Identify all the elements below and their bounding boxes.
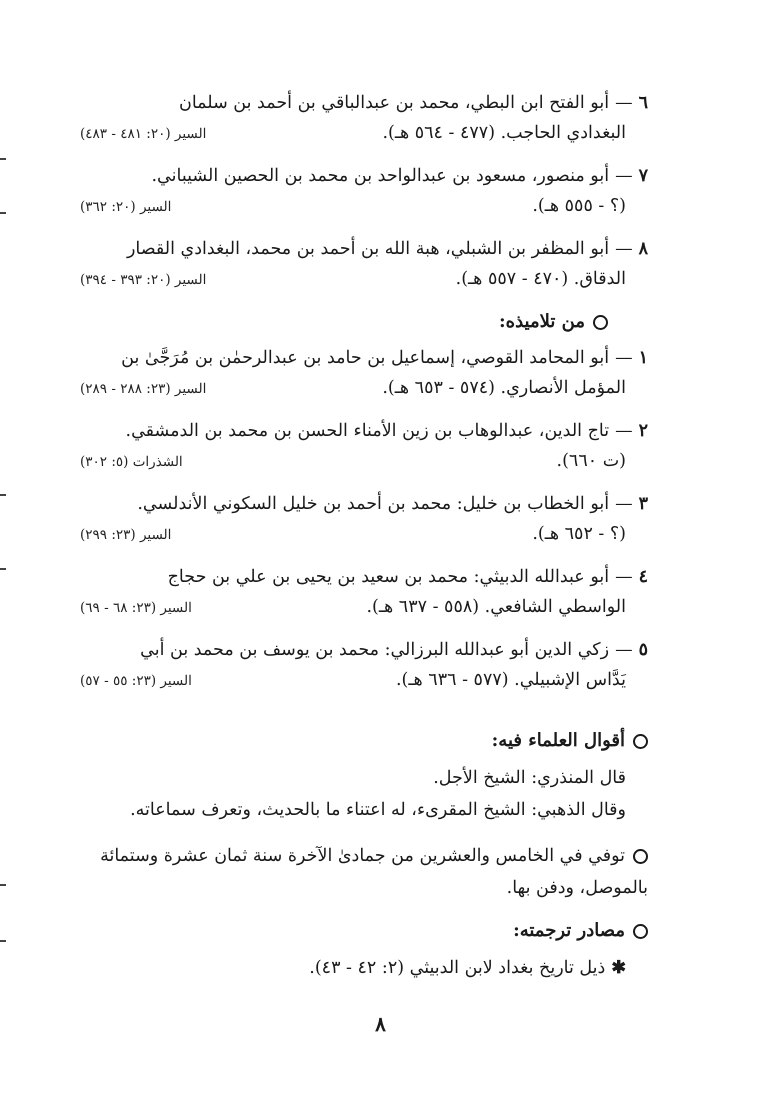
entry-source: الشذرات (٥: ٣٠٢) — [80, 454, 183, 470]
entry-text: أبو عبدالله الدبيثي: محمد بن سعيد بن يحيى بن علي بن حجاج — [167, 567, 610, 587]
entry-source: السير (٢٠: ٣٦٢) — [80, 199, 172, 215]
margin-mark — [0, 158, 6, 160]
sayings-heading-text: أقوال العلماء فيه: — [491, 730, 625, 751]
page-content — [80, 88, 648, 984]
entry-number: ١ — [638, 348, 648, 368]
source-item-text: ذيل تاريخ بغداد لابن الدبيثي (٢: ٤٢ - ٤٣). — [309, 958, 606, 978]
entry-source: السير (٢٣: ٢٨٨ - ٢٨٩) — [80, 381, 207, 397]
margin-mark — [0, 568, 6, 570]
student-entry: ٢—تاج الدين، عبدالوهاب بن زين الأمناء الحسن بن محمد بن الدمشقي. (ت ٦٦٠). الشذرات (٥: ٣٠٢) — [80, 416, 648, 477]
entry-source: السير (٢٣: ٢٩٩) — [80, 527, 172, 543]
student-entry: ٤—أبو عبدالله الدبيثي: محمد بن سعيد بن يحيى بن علي بن حجاج الواسطي الشافعي. (٥٥٨ - ٦٣٧ هـ). السير (٢٣: ٦٨ - ٦٩) — [80, 562, 648, 623]
circle-outline-icon — [593, 315, 608, 330]
sources-heading — [80, 916, 648, 946]
entry-text: أبو الفتح ابن البطي، محمد بن عبدالباقي بن أحمد بن سلمان — [178, 93, 610, 113]
teacher-entry: ٨—أبو المظفر بن الشبلي، هبة الله بن أحمد بن محمد، البغدادي القصار الدقاق. (٤٧٠ - ٥٥٧ هـ). السير (٢٠: ٣٩٣ - ٣٩٤) — [80, 234, 648, 295]
entry-dates: الواسطي الشافعي. (٥٥٨ - ٦٣٧ هـ). — [366, 597, 626, 617]
circle-outline-icon — [633, 924, 648, 939]
source-item — [80, 952, 648, 984]
entry-number: ٣ — [638, 494, 648, 514]
margin-mark — [0, 940, 6, 942]
asterisk-icon: ✱ — [611, 958, 626, 978]
death-text: توفي في الخامس والعشرين من جمادىٰ الآخرة سنة ثمان عشرة وستمائة بالموصل، ودفن بها. — [100, 846, 648, 898]
student-entry: ٣—أبو الخطاب بن خليل: محمد بن أحمد بن خليل السكوني الأندلسي. (؟ - ٦٥٢ هـ). السير (٢٣: ٢٩٩) — [80, 489, 648, 550]
teacher-entry: ٦—أبو الفتح ابن البطي، محمد بن عبدالباقي بن أحمد بن سلمان البغدادي الحاجب. (٤٧٧ - ٥٦٤ هـ). السير (٢٠: ٤٨١ - ٤٨٣) — [80, 88, 648, 149]
entry-text: أبو المظفر بن الشبلي، هبة الله بن أحمد بن محمد، البغدادي القصار — [126, 239, 610, 259]
entry-text: أبو الخطاب بن خليل: محمد بن أحمد بن خليل السكوني الأندلسي. — [137, 494, 610, 514]
circle-outline-icon — [633, 849, 648, 864]
entry-dates: (؟ - ٦٥٢ هـ). — [532, 524, 626, 544]
entry-text: أبو منصور، مسعود بن عبدالواحد بن محمد بن الحصين الشيباني. — [151, 166, 610, 186]
student-entry: ٥—زكي الدين أبو عبدالله البرزالي: محمد بن يوسف بن محمد بن أبي يَدَّاس الإشبيلي. (٥٧٧ - ٦٣٦ هـ). السير (٢٣: ٥٥ - ٥٧) — [80, 635, 648, 696]
saying-mundhiri: قال المنذري: الشيخ الأجل. — [433, 768, 626, 788]
entry-number: ٦ — [638, 93, 648, 113]
margin-mark — [0, 494, 6, 496]
entry-number: ٤ — [638, 567, 648, 587]
entry-source: السير (٢٣: ٦٨ - ٦٩) — [80, 600, 192, 616]
entry-number: ٧ — [638, 166, 648, 186]
entry-dates: (ت ٦٦٠). — [556, 451, 626, 471]
entry-text: تاج الدين، عبدالوهاب بن زين الأمناء الحسن بن محمد بن الدمشقي. — [125, 421, 610, 441]
entry-text: زكي الدين أبو عبدالله البرزالي: محمد بن يوسف بن محمد بن أبي — [140, 640, 610, 660]
entry-dates: الدقاق. (٤٧٠ - ٥٥٧ هـ). — [455, 269, 626, 289]
entry-source: السير (٢٠: ٤٨١ - ٤٨٣) — [80, 126, 207, 142]
entry-source: السير (٢٠: ٣٩٣ - ٣٩٤) — [80, 272, 207, 288]
entry-number: ٨ — [638, 239, 648, 259]
entry-dates: المؤمل الأنصاري. (٥٧٤ - ٦٥٣ هـ). — [382, 378, 626, 398]
entry-dates: يَدَّاس الإشبيلي. (٥٧٧ - ٦٣٦ هـ). — [395, 670, 626, 690]
sources-heading-text: مصادر ترجمته: — [513, 920, 625, 941]
teacher-entry: ٧—أبو منصور، مسعود بن عبدالواحد بن محمد بن الحصين الشيباني. (؟ - ٥٥٥ هـ). السير (٢٠: ٣٦٢) — [80, 161, 648, 222]
students-heading — [80, 307, 648, 337]
death-paragraph — [80, 840, 648, 904]
entry-text: أبو المحامد القوصي، إسماعيل بن حامد بن عبدالرحمٰن بن مُرَجَّىٰ بن — [121, 348, 610, 368]
margin-mark — [0, 212, 6, 214]
students-heading-text: من تلاميذه: — [499, 311, 585, 332]
sayings-heading — [80, 726, 648, 756]
saying-dhahabi: وقال الذهبي: الشيخ المقرىء، له اعتناء ما بالحديث، وتعرف سماعاته. — [130, 800, 626, 820]
entry-number: ٥ — [638, 640, 648, 660]
entry-dates: (؟ - ٥٥٥ هـ). — [532, 196, 626, 216]
entry-dates: البغدادي الحاجب. (٤٧٧ - ٥٦٤ هـ). — [382, 123, 626, 143]
page-number: ٨ — [375, 1012, 386, 1036]
entry-source: السير (٢٣: ٥٥ - ٥٧) — [80, 673, 192, 689]
entry-number: ٢ — [638, 421, 648, 441]
circle-outline-icon — [633, 734, 648, 749]
margin-mark — [0, 884, 6, 886]
student-entry: ١—أبو المحامد القوصي، إسماعيل بن حامد بن عبدالرحمٰن بن مُرَجَّىٰ بن المؤمل الأنصاري. (٥٧٤ - ٦٥٣ هـ). السير (٢٣: ٢٨٨ - ٢٨٩) — [80, 343, 648, 404]
